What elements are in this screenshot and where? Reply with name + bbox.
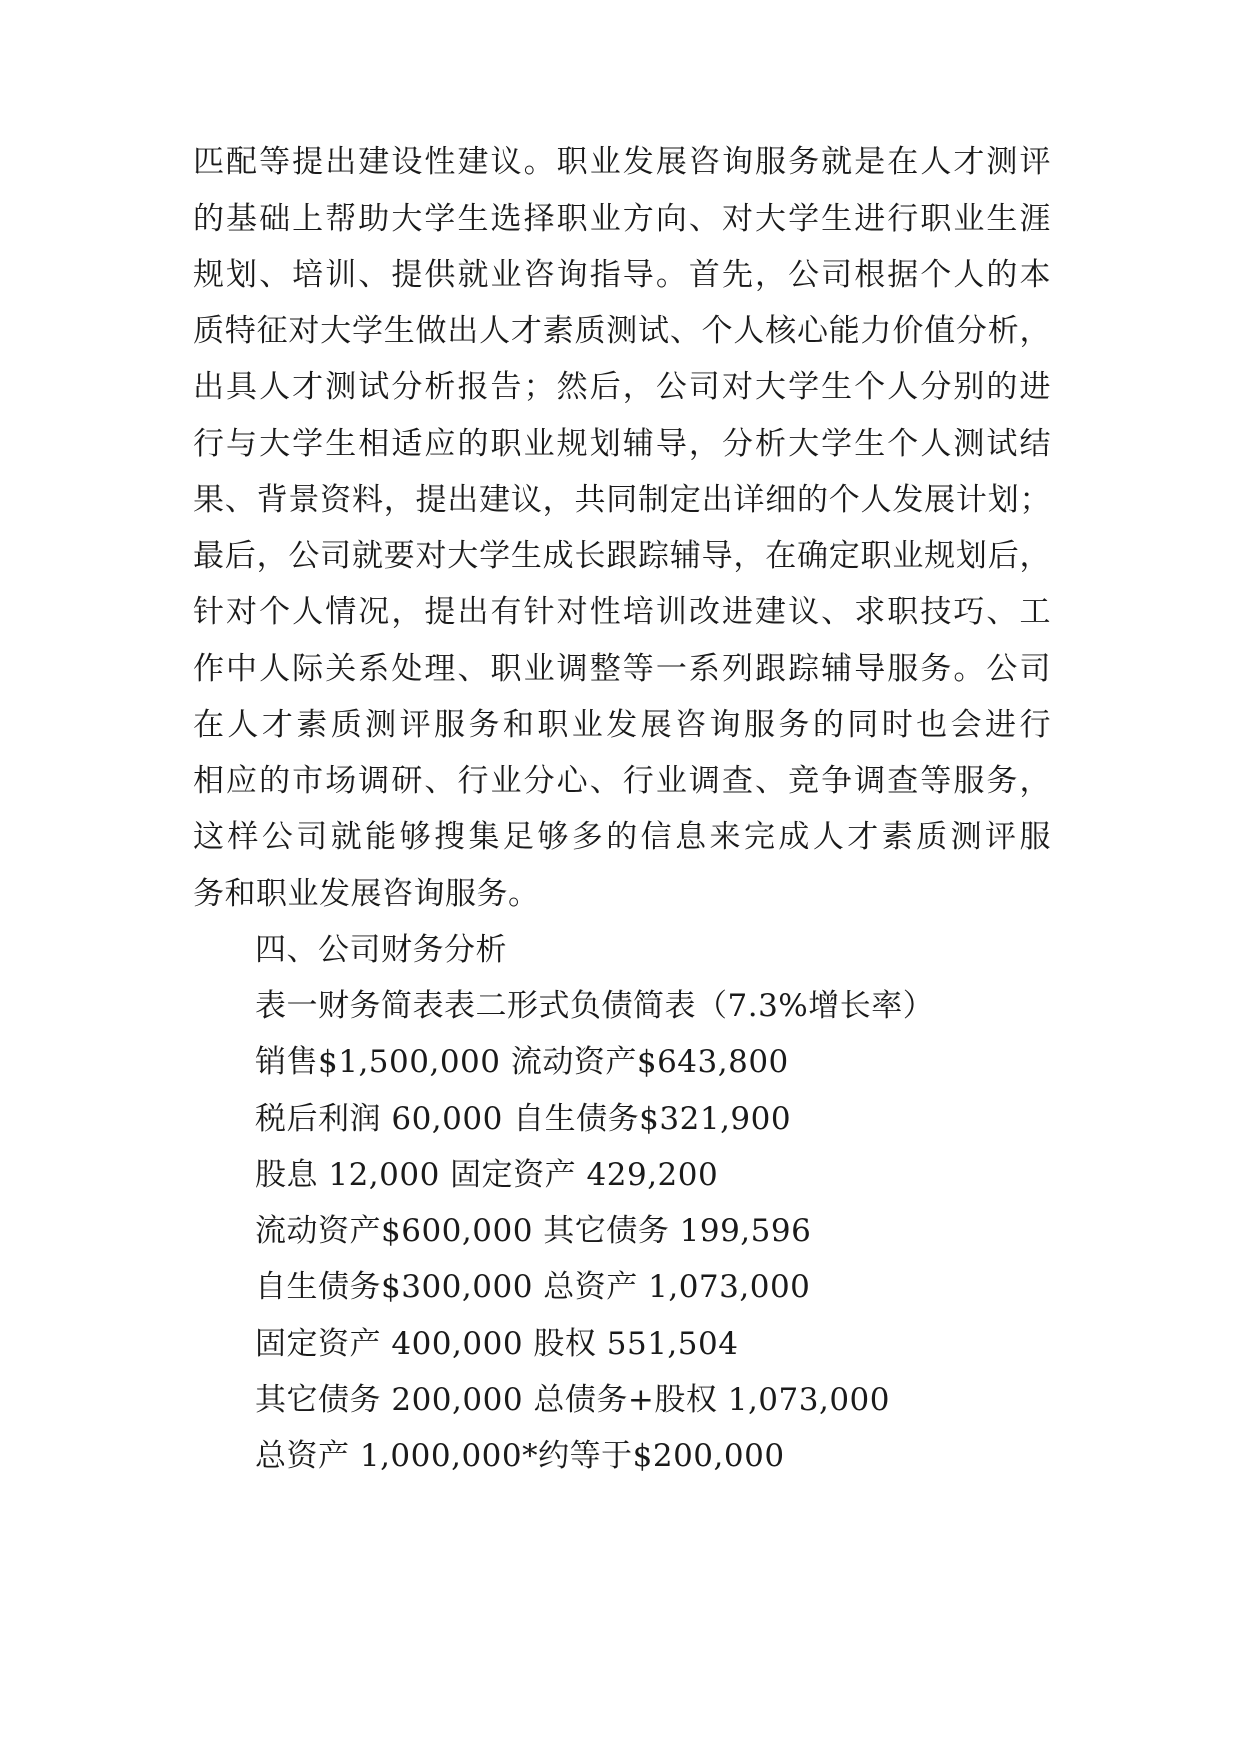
body-text-line: 匹配等提出建设性建议。职业发展咨询服务就是在人才测评	[193, 144, 1051, 180]
finance-line: 固定资产 400,000 股权 551,504	[255, 1326, 739, 1362]
body-text-line: 行与大学生相适应的职业规划辅导，分析大学生个人测试结	[193, 426, 1051, 462]
body-text-line: 针对个人情况，提出有针对性培训改进建议、求职技巧、工	[193, 594, 1051, 630]
finance-line: 税后利润 60,000 自生债务$321,900	[255, 1101, 792, 1137]
body-text-line: 相应的市场调研、行业分心、行业调查、竞争调查等服务，	[193, 763, 1051, 799]
body-text-line: 出具人才测试分析报告；然后，公司对大学生个人分别的进	[193, 369, 1051, 405]
finance-line: 销售$1,500,000 流动资产$643,800	[255, 1044, 789, 1080]
body-text-line: 质特征对大学生做出人才素质测试、个人核心能力价值分析，	[193, 313, 1051, 349]
body-text-line: 最后，公司就要对大学生成长跟踪辅导，在确定职业规划后，	[193, 538, 1051, 574]
body-text-line: 这样公司就能够搜集足够多的信息来完成人才素质测评服	[193, 819, 1051, 855]
finance-line: 其它债务 200,000 总债务+股权 1,073,000	[255, 1382, 890, 1418]
body-text-line: 规划、培训、提供就业咨询指导。首先，公司根据个人的本	[193, 257, 1051, 293]
body-text-line: 的基础上帮助大学生选择职业方向、对大学生进行职业生涯	[193, 201, 1051, 237]
finance-line: 流动资产$600,000 其它债务 199,596	[255, 1213, 812, 1249]
body-text-line: 在人才素质测评服务和职业发展咨询服务的同时也会进行	[193, 707, 1051, 743]
finance-line: 自生债务$300,000 总资产 1,073,000	[255, 1269, 811, 1305]
body-text-line-last: 务和职业发展咨询服务。	[193, 876, 540, 912]
body-text-line: 果、背景资料，提出建议，共同制定出详细的个人发展计划；	[193, 482, 1051, 518]
section-heading: 四、公司财务分析	[255, 932, 507, 968]
table-caption: 表一财务简表表二形式负债简表（7.3%增长率）	[255, 988, 935, 1024]
body-text-line: 作中人际关系处理、职业调整等一系列跟踪辅导服务。公司	[193, 651, 1051, 687]
finance-line: 总资产 1,000,000*约等于$200,000	[255, 1438, 785, 1474]
finance-line: 股息 12,000 固定资产 429,200	[255, 1157, 719, 1193]
